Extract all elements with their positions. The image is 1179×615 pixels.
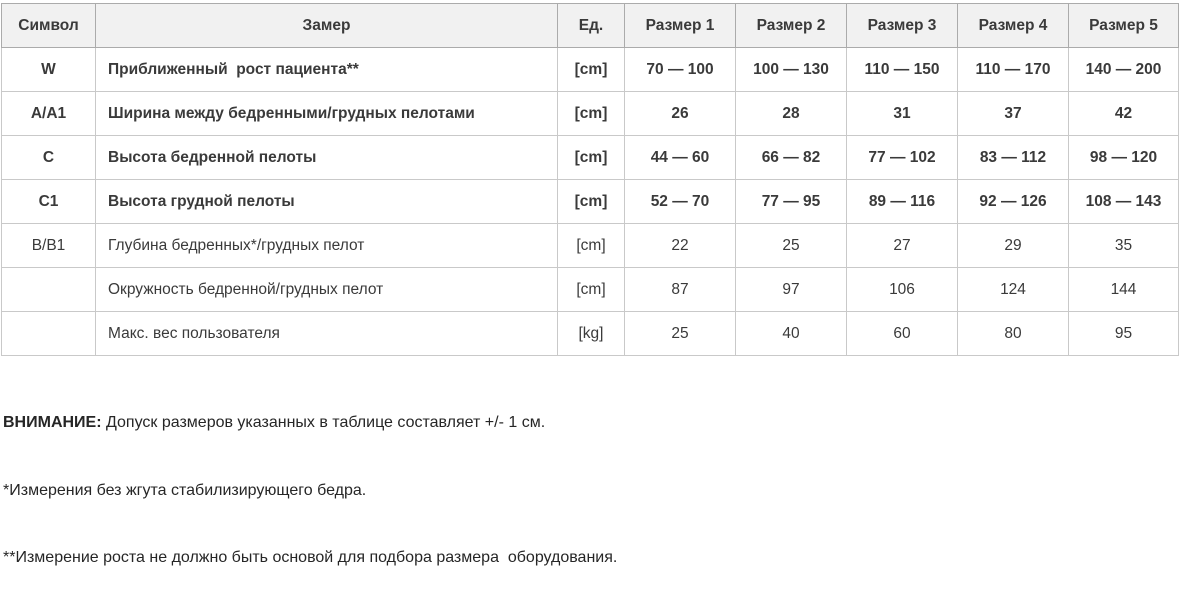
size-value-cell: 60 [847, 312, 958, 356]
size-value-cell: 100 — 130 [736, 48, 847, 92]
measure-cell: Макс. вес пользователя [96, 312, 558, 356]
size-value-cell: 25 [736, 224, 847, 268]
unit-cell: [cm] [558, 268, 625, 312]
size-value-cell: 29 [958, 224, 1069, 268]
size-value-cell: 27 [847, 224, 958, 268]
attention-text: Допуск размеров указанных в таблице составляет +/- 1 см. [101, 414, 546, 431]
table-row [2, 268, 1179, 312]
measure-cell: Глубина бедренных*/грудных пелот [96, 224, 558, 268]
size-value-cell: 26 [625, 92, 736, 136]
table-row [2, 136, 1179, 180]
size-value-cell: 35 [1069, 224, 1179, 268]
sizing-table [1, 3, 1179, 356]
size-value-cell: 70 — 100 [625, 48, 736, 92]
size-value-cell: 66 — 82 [736, 136, 847, 180]
size-value-cell: 44 — 60 [625, 136, 736, 180]
column-header-2: Ед. [558, 4, 625, 48]
attention-label: ВНИМАНИЕ: [3, 414, 102, 431]
size-value-cell: 87 [625, 268, 736, 312]
symbol-cell [2, 268, 96, 312]
size-value-cell: 89 — 116 [847, 180, 958, 224]
measure-cell: Приближенный рост пациента** [96, 48, 558, 92]
size-value-cell: 77 — 102 [847, 136, 958, 180]
size-value-cell: 37 [958, 92, 1069, 136]
size-value-cell: 22 [625, 224, 736, 268]
size-value-cell: 25 [625, 312, 736, 356]
column-header-4: Размер 2 [736, 4, 847, 48]
measure-cell: Окружность бедренной/грудных пелот [96, 268, 558, 312]
footnotes [1, 367, 1179, 615]
attention-note [3, 412, 1179, 435]
size-value-cell: 144 [1069, 268, 1179, 312]
size-value-cell: 98 — 120 [1069, 136, 1179, 180]
table-row [2, 48, 1179, 92]
table-row [2, 92, 1179, 136]
size-value-cell: 28 [736, 92, 847, 136]
symbol-cell: C1 [2, 180, 96, 224]
footnote-double-asterisk: **Измерение роста не должно быть основой для подбора размера оборудования. [3, 549, 618, 566]
unit-cell: [kg] [558, 312, 625, 356]
unit-cell: [cm] [558, 92, 625, 136]
unit-cell: [cm] [558, 180, 625, 224]
measure-cell: Высота бедренной пелоты [96, 136, 558, 180]
measure-cell: Ширина между бедренными/грудных пелотами [96, 92, 558, 136]
symbol-cell: W [2, 48, 96, 92]
table-header [2, 4, 1179, 48]
symbol-cell: C [2, 136, 96, 180]
size-value-cell: 80 [958, 312, 1069, 356]
size-value-cell: 40 [736, 312, 847, 356]
column-header-0: Символ [2, 4, 96, 48]
size-value-cell: 95 [1069, 312, 1179, 356]
table-row [2, 312, 1179, 356]
unit-cell: [cm] [558, 224, 625, 268]
table-row [2, 180, 1179, 224]
footnote-single-asterisk: *Измерения без жгута стабилизирующего бедра. [3, 481, 367, 499]
size-value-cell: 108 — 143 [1069, 180, 1179, 224]
header-row [2, 4, 1179, 48]
unit-cell: [cm] [558, 136, 625, 180]
table-body [2, 48, 1179, 356]
size-value-cell: 31 [847, 92, 958, 136]
size-value-cell: 106 [847, 268, 958, 312]
column-header-5: Размер 3 [847, 4, 958, 48]
measure-cell: Высота грудной пелоты [96, 180, 558, 224]
size-value-cell: 83 — 112 [958, 136, 1069, 180]
size-value-cell: 42 [1069, 92, 1179, 136]
column-header-3: Размер 1 [625, 4, 736, 48]
size-value-cell: 110 — 170 [958, 48, 1069, 92]
symbol-cell: A/A1 [2, 92, 96, 136]
size-value-cell: 92 — 126 [958, 180, 1069, 224]
size-value-cell: 124 [958, 268, 1069, 312]
size-value-cell: 97 [736, 268, 847, 312]
symbol-cell: B/B1 [2, 224, 96, 268]
column-header-7: Размер 5 [1069, 4, 1179, 48]
column-header-6: Размер 4 [958, 4, 1069, 48]
size-value-cell: 52 — 70 [625, 180, 736, 224]
column-header-1: Замер [96, 4, 558, 48]
unit-cell: [cm] [558, 48, 625, 92]
size-value-cell: 77 — 95 [736, 180, 847, 224]
table-row [2, 224, 1179, 268]
size-value-cell: 110 — 150 [847, 48, 958, 92]
symbol-cell [2, 312, 96, 356]
size-value-cell: 140 — 200 [1069, 48, 1179, 92]
